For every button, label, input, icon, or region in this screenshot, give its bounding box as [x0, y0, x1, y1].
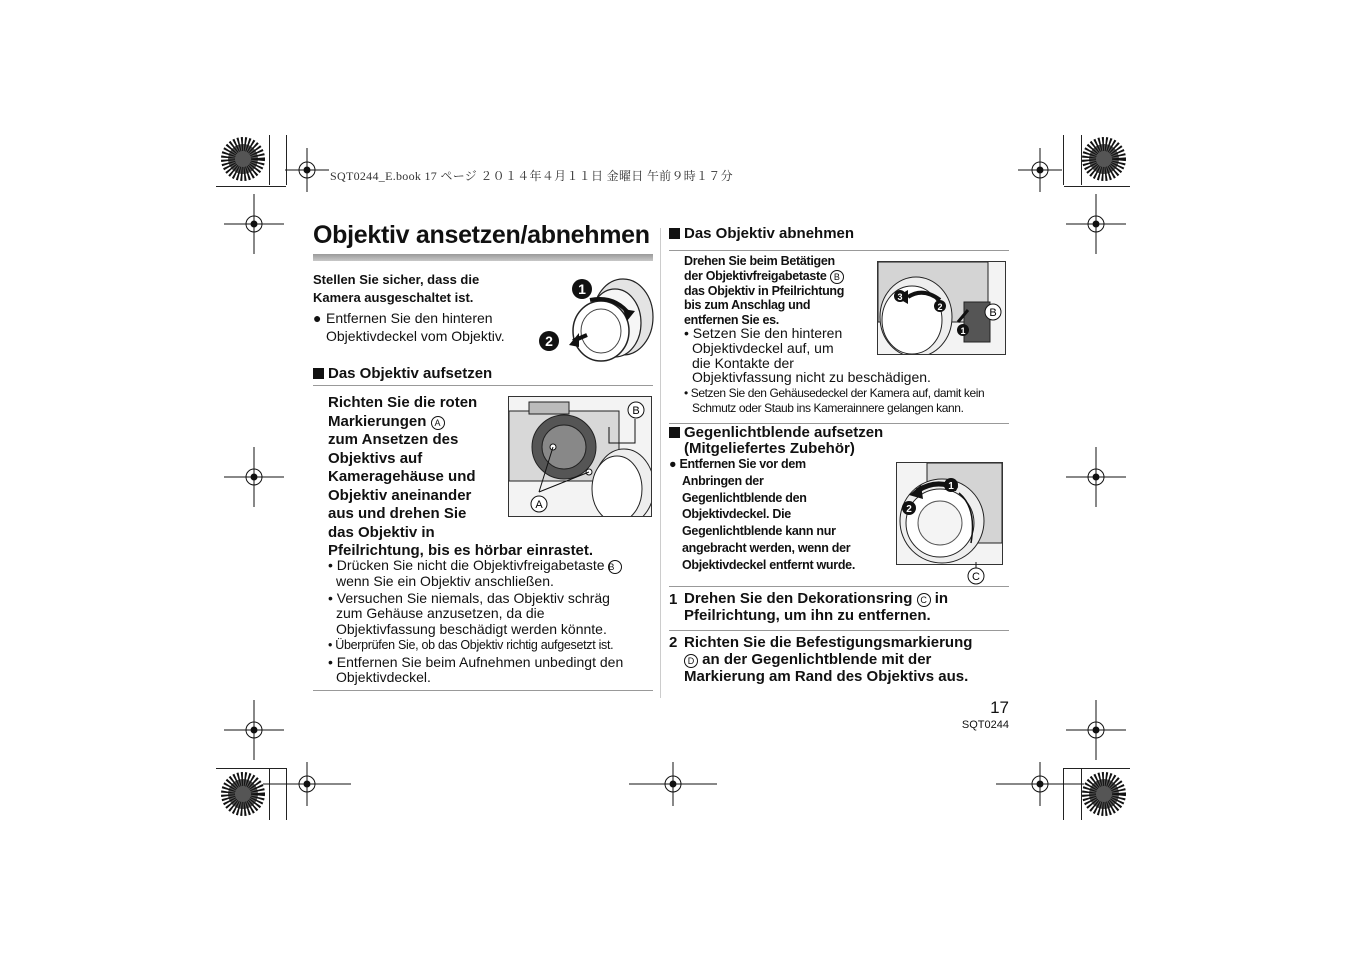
figure-label-3: 3 — [897, 292, 903, 302]
intro-bold-text: Stellen Sie sicher, dass die Kamera ausgeschaltet ist. — [313, 272, 480, 305]
marker-b: B — [830, 270, 844, 284]
note-2: • Versuchen Sie niemals, das Objektiv schräg zum Gehäuse anzusetzen, da die Objektivfassung beschädigt werden könnte. — [328, 589, 610, 637]
marker-c: C — [917, 593, 931, 607]
page-number: 17 — [990, 698, 1009, 717]
bullet-icon: ● — [669, 457, 680, 471]
section-heading-detach: Das Objektiv abnehmen — [669, 225, 854, 242]
step-2-text: Richten Sie die Befestigungsmarkierung D an der Gegenlichtblende mit der Markierung am Rand des Objektivs aus. — [684, 634, 973, 685]
figure-label-1: 1 — [948, 481, 954, 492]
figure-label-2: 2 — [937, 302, 943, 312]
step-1-text: Drehen Sie den Dekorationsring C in Pfeilrichtung, um ihn zu entfernen. — [684, 590, 949, 624]
marker-a: A — [431, 416, 445, 430]
attach-lens-illustration — [508, 396, 652, 517]
figure-marker-b: B — [632, 405, 640, 417]
note-4: • Entfernen Sie beim Aufnehmen unbedingt den Objektivdeckel. — [328, 653, 624, 685]
lens-hood-illustration — [896, 462, 1003, 565]
figure-label-1: 1 — [578, 281, 586, 297]
figure-label-2: 2 — [906, 504, 912, 515]
figure-label-1: 1 — [960, 326, 966, 336]
marker-b-inline: B — [608, 560, 622, 574]
detach-note-2: • Setzen Sie den Gehäusedeckel der Kamera auf, damit kein Schmutz oder Staub ins Kamerainnere gelangen kann. — [684, 386, 985, 415]
hood-bullet: ● Entfernen Sie vor dem Anbringen der Gegenlichtblende den Objektivdeckel. Die Gegenlichtblende kann nur angebracht werden, wenn der Objektivdeckel entfernt wurde. — [669, 457, 855, 572]
page-title: Objektiv ansetzen/abnehmen — [313, 221, 650, 249]
marker-c-figure — [965, 562, 987, 586]
attach-notes — [328, 558, 658, 686]
intro-bullet-text: Entfernen Sie den hinteren Objektivdeckel vom Objektiv. — [326, 310, 505, 344]
note-3: • Überprüfen Sie, ob das Objektiv richtig aufgesetzt ist. — [328, 638, 614, 652]
intro-bullet — [313, 309, 536, 345]
detach-instruction: Drehen Sie beim Betätigen der Objektivfreigabetaste B das Objektiv in Pfeilrichtung bis zum Anschlag und entfernen Sie es. — [684, 254, 845, 327]
divider — [669, 586, 1009, 587]
document-code: SQT0244 — [961, 719, 1009, 731]
detach-note-1: • Setzen Sie den hinteren Objektivdeckel auf, um die Kontakte der Objektivfassung nicht zu beschädigen. — [684, 325, 931, 386]
bullet-icon: ● — [313, 310, 322, 326]
section-heading-attach: Das Objektiv aufsetzen — [313, 365, 492, 382]
attach-instruction: Richten Sie die roten Markierungen A zum Ansetzen des Objektivs auf Kameragehäuse und Objektiv aneinander aus und drehen Sie das Objektiv in Pfeilrichtung, bis es hörbar einrastet. — [328, 394, 594, 559]
figure-marker-b: B — [989, 307, 997, 319]
svg-text:C: C — [972, 571, 980, 583]
divider — [669, 630, 1009, 631]
section-heading-hood: Gegenlichtblende aufsetzen (Mitgeliefertes Zubehör) — [669, 425, 883, 457]
divider — [669, 250, 1009, 251]
title-underline — [313, 254, 653, 261]
note-1: • Drücken Sie nicht die Objektivfreigabetaste B wenn Sie ein Objektiv anschließen. — [328, 558, 658, 590]
divider — [313, 690, 653, 691]
figure-marker-a: A — [535, 499, 543, 511]
step-2-number: 2 — [669, 634, 678, 651]
marker-d: D — [684, 654, 698, 668]
column-divider — [660, 228, 661, 698]
lens-cap-illustration — [535, 275, 657, 365]
print-header: SQT0244_E.book 17 ページ ２０１４年４月１１日 金曜日 午前９時１７分 — [330, 169, 733, 183]
figure-label-2: 2 — [545, 333, 553, 349]
divider — [313, 385, 653, 386]
step-1-number: 1 — [669, 591, 678, 608]
